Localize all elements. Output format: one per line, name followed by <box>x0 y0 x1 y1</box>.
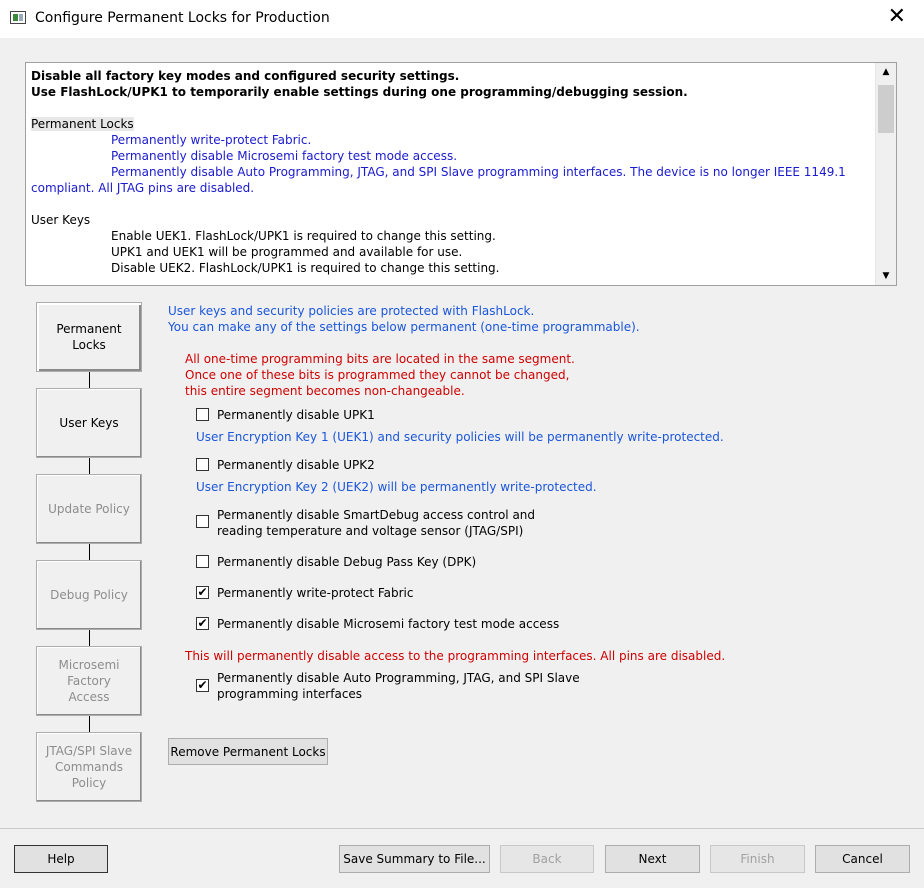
checkbox-disable-upk2[interactable] <box>196 458 209 471</box>
summary-line: Use FlashLock/UPK1 to temporarily enable settings during one programming/debugging session. <box>31 85 688 99</box>
step-permanent-locks[interactable] <box>36 302 142 372</box>
step-label: JTAG/SPI Slave Commands Policy <box>45 744 133 790</box>
summary-section-heading: Permanent Locks <box>31 117 134 131</box>
checkbox-label[interactable]: Permanently disable UPK2 <box>217 458 375 472</box>
scroll-up-icon[interactable]: ▲ <box>882 67 890 77</box>
checkbox-disable-programming-interfaces[interactable]: ✔ <box>197 678 208 692</box>
step-microsemi-factory-access <box>36 646 142 716</box>
close-icon[interactable]: ✕ <box>887 4 906 29</box>
checkbox-disable-upk1[interactable] <box>196 408 209 421</box>
scroll-thumb[interactable] <box>878 85 894 133</box>
step-debug-policy <box>36 560 142 630</box>
step-label: User Keys <box>59 416 119 430</box>
checkbox-label[interactable]: Permanently disable Microsemi factory test mode access <box>217 617 560 631</box>
summary-line: Permanently disable Auto Programming, JTAG, and SPI Slave programming interfaces. The device is no longer IEEE 1149.1 <box>111 165 846 179</box>
checkbox-label[interactable]: Permanently write-protect Fabric <box>217 586 414 600</box>
upk1-note: User Encryption Key 1 (UEK1) and security policies will be permanently write-protected. <box>196 430 724 444</box>
checkbox-disable-smartdebug[interactable] <box>196 515 209 528</box>
checkbox-label[interactable]: Permanently disable Auto Programming, JTAG, and SPI Slave <box>217 671 580 685</box>
summary-textbox[interactable] <box>25 62 897 286</box>
step-label: Microsemi Factory Access <box>58 658 120 704</box>
step-label: Update Policy <box>48 502 130 516</box>
checkbox-label-line2[interactable]: reading temperature and voltage sensor (JTAG/SPI) <box>217 524 524 538</box>
summary-line: Enable UEK1. FlashLock/UPK1 is required to change this setting. <box>111 229 496 243</box>
upk2-note: User Encryption Key 2 (UEK2) will be permanently write-protected. <box>196 480 597 494</box>
summary-line: Disable UEK2. FlashLock/UPK1 is required to change this setting. <box>111 261 500 275</box>
summary-line: compliant. All JTAG pins are disabled. <box>31 181 255 195</box>
checkbox-label[interactable]: Permanently disable SmartDebug access control and <box>217 508 536 522</box>
warning-text: Once one of these bits is programmed they cannot be changed, <box>185 368 570 382</box>
footer-separator <box>0 828 924 829</box>
summary-scrollbar[interactable] <box>875 63 896 285</box>
remove-permanent-locks-button[interactable]: Remove Permanent Locks <box>168 738 328 765</box>
checkbox-label[interactable]: Permanently disable Debug Pass Key (DPK) <box>217 555 477 569</box>
step-connector <box>89 544 90 560</box>
title-bar <box>0 0 924 38</box>
summary-line: Permanently disable Microsemi factory test mode access. <box>111 149 458 163</box>
warning-text: this entire segment becomes non-changeable. <box>185 384 465 398</box>
window-title: Configure Permanent Locks for Production <box>35 10 330 26</box>
scroll-down-icon[interactable]: ▼ <box>882 271 890 281</box>
save-summary-button[interactable]: Save Summary to File... <box>339 845 490 873</box>
step-connector <box>89 458 90 474</box>
summary-section-heading: User Keys <box>31 213 91 227</box>
help-button[interactable]: Help <box>14 845 108 873</box>
checkbox-disable-dpk[interactable] <box>196 555 209 568</box>
step-label: Debug Policy <box>50 588 128 602</box>
info-text: User keys and security policies are protected with FlashLock. <box>168 304 535 318</box>
checkbox-write-protect-fabric[interactable]: ✔ <box>197 585 208 599</box>
step-label: Permanent Locks <box>56 322 122 352</box>
checkbox-label[interactable]: Permanently disable UPK1 <box>217 408 375 422</box>
pins-warning: This will permanently disable access to the programming interfaces. All pins are disabled. <box>185 649 726 663</box>
step-connector <box>89 630 90 646</box>
cancel-button[interactable]: Cancel <box>815 845 910 873</box>
summary-line: Disable all factory key modes and configured security settings. <box>31 69 460 83</box>
checkbox-disable-factory-test[interactable]: ✔ <box>197 616 208 630</box>
summary-line: Permanently write-protect Fabric. <box>111 133 312 147</box>
summary-content <box>31 68 876 276</box>
step-user-keys[interactable] <box>36 388 142 458</box>
step-jtag-spi-slave-commands-policy <box>36 732 142 802</box>
checkbox-label-line2[interactable]: programming interfaces <box>217 687 363 701</box>
summary-line: UPK1 and UEK1 will be programmed and available for use. <box>111 245 463 259</box>
app-icon <box>10 11 26 24</box>
step-connector <box>89 716 90 732</box>
warning-text: All one-time programming bits are located in the same segment. <box>185 352 575 366</box>
next-button[interactable]: Next <box>605 845 700 873</box>
back-button: Back <box>500 845 594 873</box>
info-text: You can make any of the settings below permanent (one-time programmable). <box>168 320 640 334</box>
finish-button: Finish <box>710 845 805 873</box>
step-update-policy <box>36 474 142 544</box>
step-connector <box>89 372 90 388</box>
